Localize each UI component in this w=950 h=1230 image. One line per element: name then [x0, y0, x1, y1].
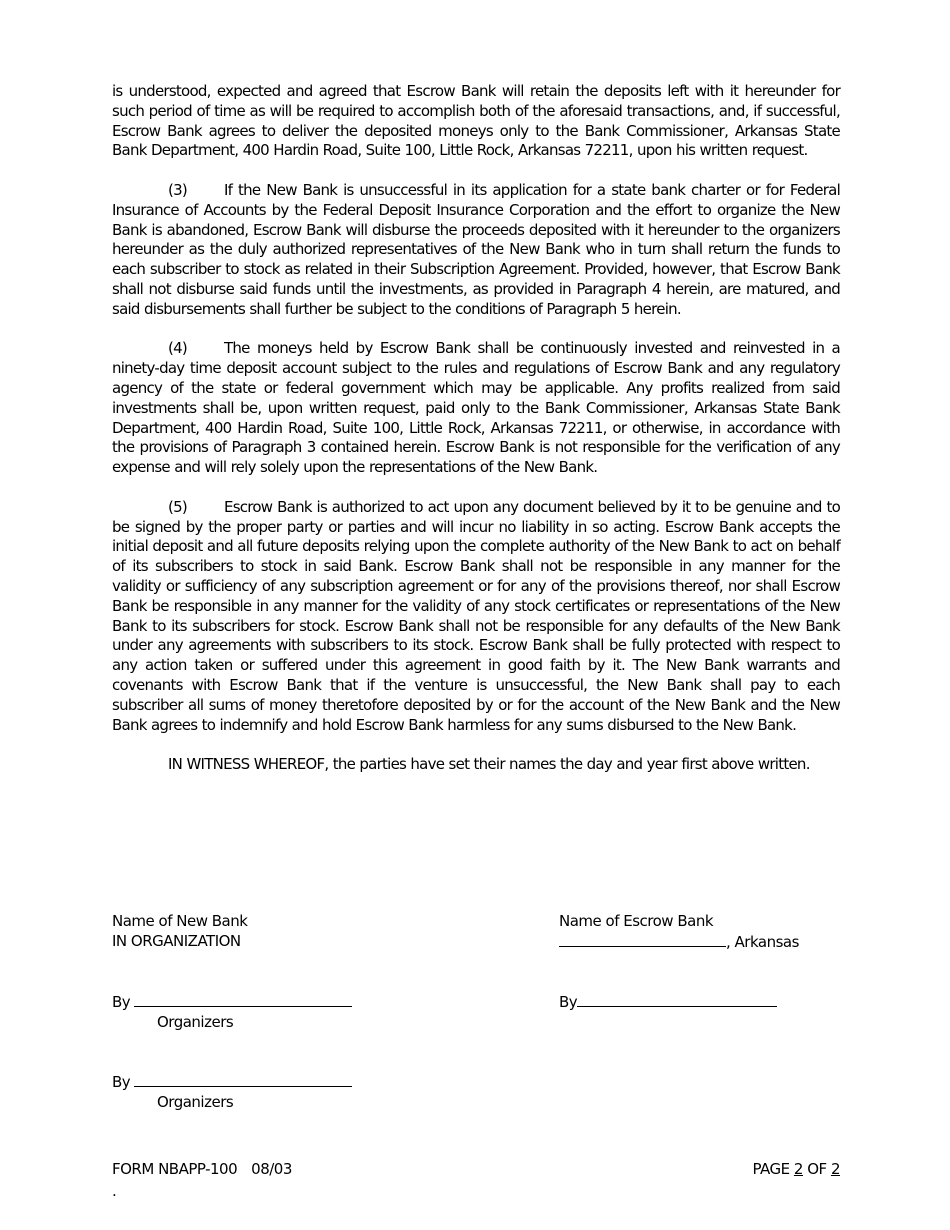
document-body [112, 82, 840, 795]
paragraph-5-number: (5) [168, 497, 187, 516]
page-of: OF [802, 1160, 831, 1178]
paragraph-3-number: (3) [168, 180, 187, 199]
new-bank-name-label: Name of New Bank [112, 912, 248, 930]
organizers-label: Organizers [157, 1093, 234, 1111]
by-label: By [112, 993, 135, 1011]
paragraph-4 [112, 339, 840, 478]
escrow-bank-signature [559, 991, 777, 1012]
escrow-bank-name-label: Name of Escrow Bank [559, 912, 714, 930]
form-id: FORM NBAPP-100 [112, 1160, 238, 1178]
page-total: 2 [830, 1160, 840, 1178]
form-date: 08/03 [251, 1160, 292, 1178]
new-bank-name-block [112, 911, 247, 951]
signature-line[interactable] [577, 991, 777, 1007]
page-current: 2 [793, 1160, 803, 1178]
trailing-mark: . [112, 1182, 117, 1200]
by-label: By [112, 1073, 135, 1091]
paragraph-5 [112, 498, 840, 736]
paragraph-4-text: The moneys held by Escrow Bank shall be continuously invested and reinvested in a ninety-day time deposit account subject to the rules and regulations of Escrow Bank and any regulatory agency of the state or federal government which may be applicable. Any profits realized from said investments shall be, upon written request, paid only to the Bank Commissioner, Arkansas State Bank Department, 400 Hardin Road, Suite 100, Little Rock, Arkansas 72211, or otherwise, in accordance with the provisions of Paragraph 3 contained herein. Escrow Bank is not responsible for the verification of any expense and will rely solely upon the representations of the New Bank. [112, 339, 840, 477]
paragraph-2-continuation [112, 82, 840, 161]
escrow-bank-state-label: , Arkansas [726, 933, 799, 951]
escrow-bank-city-line[interactable] [559, 931, 726, 947]
paragraph-5-text: Escrow Bank is authorized to act upon any document believed by it to be genuine and to be signed by the proper party or parties and will incur no liability in so acting. Escrow Bank accepts the initial deposit and all future deposits relying upon the complete authority of the New Bank to act on behalf of its subscribers to stock in said Bank. Escrow Bank shall not be responsible in any manner for the validity or sufficiency of any subscription agreement or for any of the provisions thereof, nor shall Escrow Bank be responsible in any manner for the validity of any stock certificates or representations of the New Bank to its subscribers for stock. Escrow Bank shall not be responsible for any defaults of the New Bank under any agreements with subscribers to its stock. Escrow Bank shall be fully protected with respect to any action taken or suffered under this agreement in good faith by it. The New Bank warrants and covenants with Escrow Bank that if the venture is unsuccessful, the New Bank shall pay to each subscriber all sums of money theretofore deposited by or for the account of the New Bank and the New Bank agrees to indemnify and hold Escrow Bank harmless for any sums disbursed to the New Bank. [112, 497, 840, 734]
organizer-signature-1 [112, 991, 352, 1032]
signature-line[interactable] [134, 1071, 352, 1087]
organizers-label: Organizers [157, 1013, 234, 1031]
escrow-bank-name-block [559, 911, 799, 952]
witness-text: IN WITNESS WHEREOF, the parties have set their names the day and year first above written. [168, 755, 810, 774]
paragraph-3 [112, 181, 840, 320]
by-label: By [559, 993, 578, 1011]
organizer-signature-2 [112, 1071, 352, 1112]
form-identifier [112, 1159, 292, 1179]
paragraph-4-number: (4) [168, 339, 187, 358]
witness-paragraph [112, 755, 840, 775]
continuation-text: is understood, expected and agreed that Escrow Bank will retain the deposits left with it hereunder for such period of time as will be required to accomplish both of the aforesaid transactions, and, if successful, Escrow Bank agrees to deliver the deposited moneys only to the Bank Commissioner, Arkansas State Bank Department, 400 Hardin Road, Suite 100, Little Rock, Arkansas 72211, upon his written request. [112, 82, 840, 160]
signature-line[interactable] [134, 991, 352, 1007]
paragraph-3-text: If the New Bank is unsuccessful in its application for a state bank charter or for Federal Insurance of Accounts by the Federal Deposit Insurance Corporation and the effort to organize the New Bank is abandoned, Escrow Bank will disburse the proceeds deposited with it hereunder to the organizers hereunder as the duly authorized representatives of the New Bank who in turn shall return the funds to each subscriber to stock as related in their Subscription Agreement. Provided, however, that Escrow Bank shall not disburse said funds until the investments, as provided in Paragraph 4 herein, are matured, and said disbursements shall further be subject to the conditions of Paragraph 5 herein. [112, 180, 840, 318]
page-number [752, 1159, 840, 1179]
new-bank-status-label: IN ORGANIZATION [112, 932, 241, 950]
page-prefix: PAGE [752, 1160, 794, 1178]
